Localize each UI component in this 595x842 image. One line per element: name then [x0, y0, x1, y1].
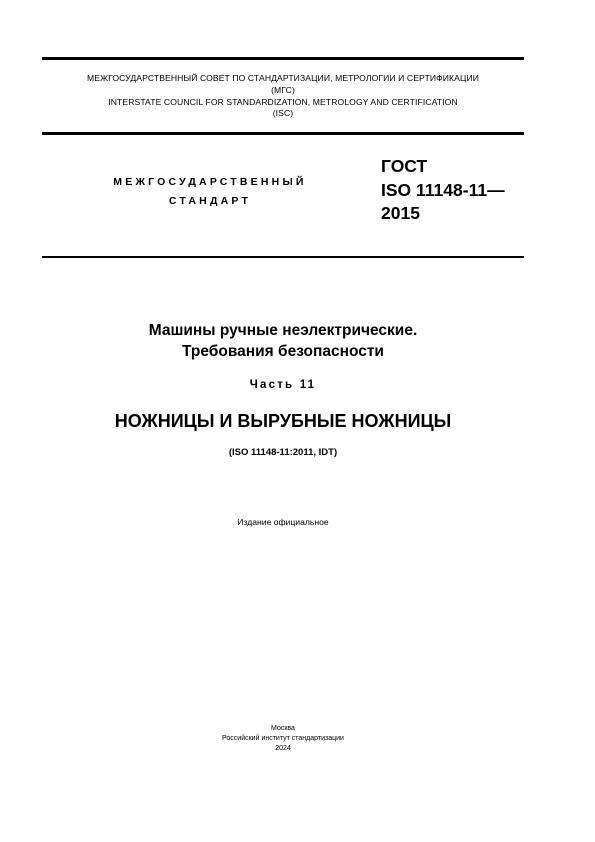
- part-title: НОЖНИЦЫ И ВЫРУБНЫЕ НОЖНИЦЫ: [114, 411, 452, 431]
- imprint-publisher: Российский институт стандартизации: [222, 735, 344, 742]
- top-divider: [42, 57, 524, 60]
- standard-type-line2: СТАНДАРТ: [168, 195, 252, 207]
- iso-reference: (ISO 11148-11:2011, IDT): [228, 447, 338, 458]
- edition-note: Издание официальное: [237, 517, 329, 527]
- council-name-ru: МЕЖГОСУДАРСТВЕННЫЙ СОВЕТ ПО СТАНДАРТИЗАЦИИ, МЕТРОЛОГИИ И СЕРТИФИКАЦИИ: [86, 73, 479, 83]
- council-abbr-ru: (МГС): [271, 84, 295, 95]
- title-line2: Требования безопасности: [182, 342, 384, 360]
- title-line1: Машины ручные неэлектрические.: [148, 322, 418, 339]
- standard-type-line1: МЕЖГОСУДАРСТВЕННЫЙ: [113, 176, 307, 188]
- document-title: [42, 321, 524, 362]
- imprint-city: Москва: [271, 725, 295, 732]
- council-name-en: INTERSTATE COUNCIL FOR STANDARDIZATION, METROLOGY AND CERTIFICATION: [108, 96, 458, 107]
- imprint-year: 2024: [275, 745, 291, 752]
- designation-line3: 2015: [381, 203, 420, 223]
- part-number: Часть 11: [249, 379, 317, 391]
- designation-line2: ISO 11148-11—: [381, 179, 505, 200]
- council-abbr-en: (ISC): [272, 108, 294, 119]
- designation-line1: ГОСТ: [381, 156, 428, 176]
- council-header: [42, 73, 524, 120]
- header-divider: [42, 132, 524, 135]
- imprint: [42, 724, 524, 754]
- standard-designation: [381, 155, 505, 226]
- standard-type: [70, 173, 350, 211]
- designation-divider: [42, 256, 524, 258]
